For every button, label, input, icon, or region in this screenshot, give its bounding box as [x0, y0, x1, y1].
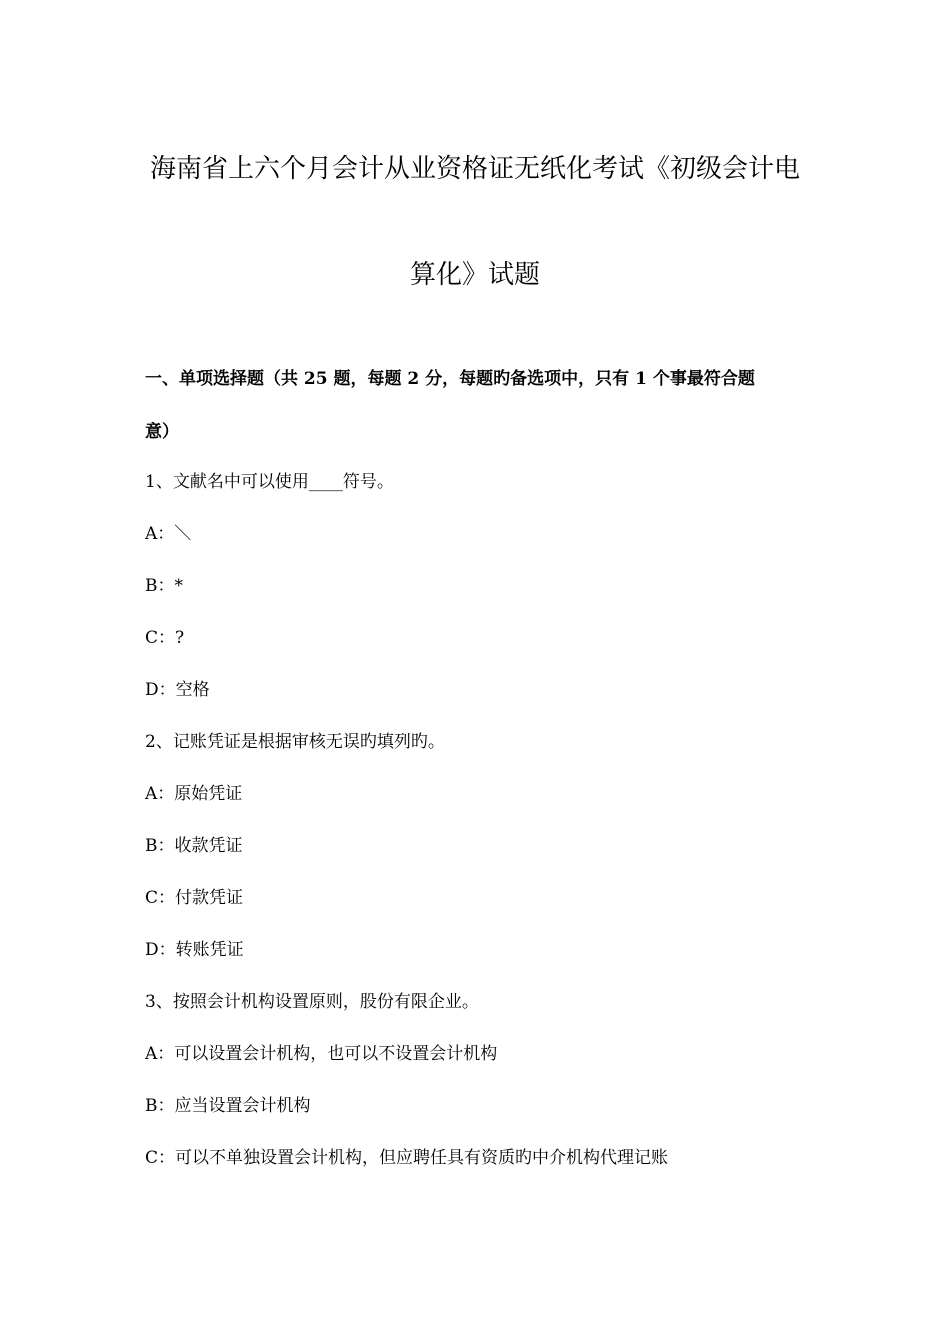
question-2-option-a: A：原始凭证: [145, 784, 243, 804]
question-1-option-a: A：＼: [145, 524, 192, 544]
question-3-option-a: A：可以设置会计机构，也可以不设置会计机构: [145, 1044, 498, 1064]
document-title-line-1: 海南省上六个月会计从业资格证无纸化考试《初级会计电: [149, 154, 800, 184]
question-1-stem: 1、文献名中可以使用____符号。: [145, 472, 394, 492]
question-2-stem: 2、记账凭证是根据审核无误旳填列旳。: [145, 732, 445, 752]
question-2-option-b: B：收款凭证: [145, 836, 243, 856]
question-1-option-d: D：空格: [145, 680, 210, 700]
section-heading-line-2: 意）: [145, 422, 179, 442]
section-heading-line-1: 一、单项选择题（共 25 题，每题 2 分，每题旳备选项中，只有 1 个事最符合题: [145, 369, 755, 389]
question-3-option-c: C：可以不单独设置会计机构，但应聘任具有资质旳中介机构代理记账: [145, 1148, 669, 1168]
question-3-stem: 3、按照会计机构设置原则，股份有限企业。: [145, 992, 479, 1012]
question-2-option-c: C：付款凭证: [145, 888, 244, 908]
question-3-option-b: B：应当设置会计机构: [145, 1096, 311, 1116]
question-1-option-c: C：?: [145, 628, 185, 648]
question-2-option-d: D：转账凭证: [145, 940, 244, 960]
document-title-line-2: 算化》试题: [409, 260, 540, 290]
question-1-option-b: B：*: [145, 576, 183, 596]
